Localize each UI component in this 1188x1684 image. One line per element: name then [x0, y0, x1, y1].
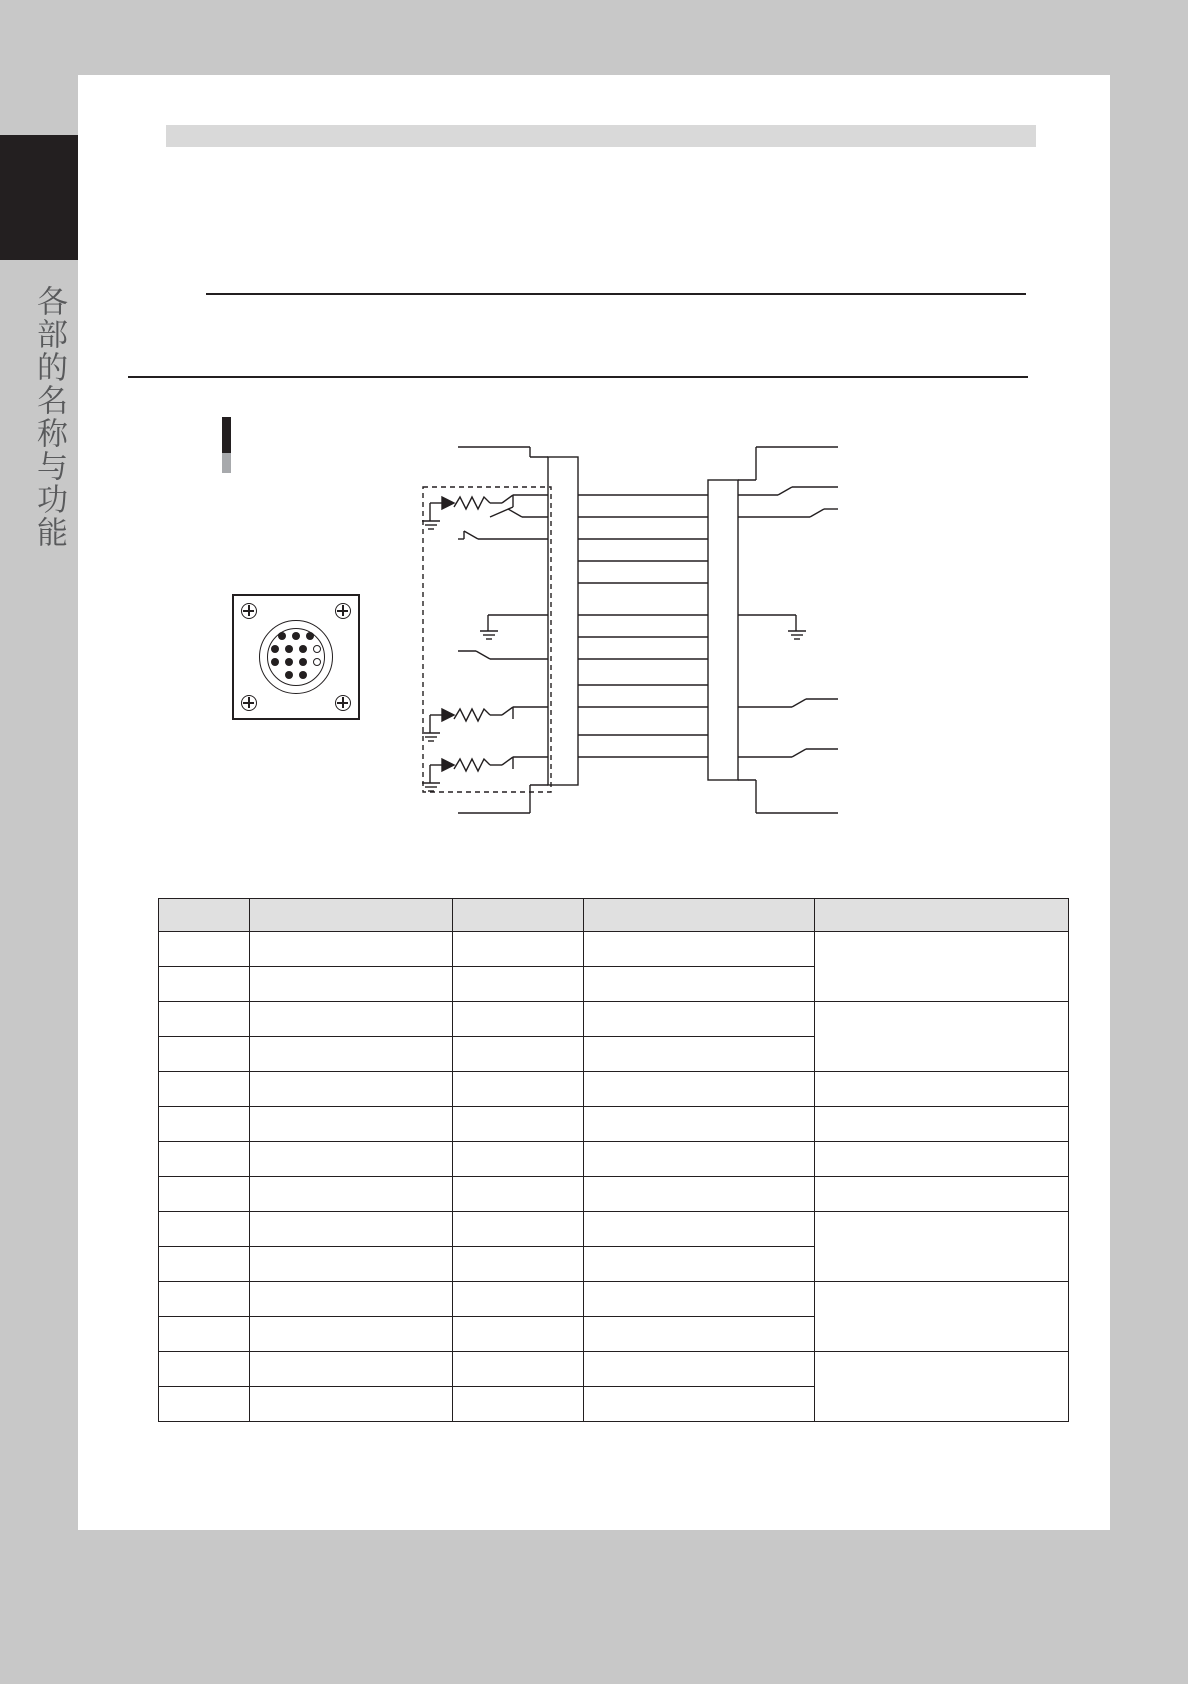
- connector-pin: [299, 671, 307, 679]
- cell-no: [159, 1352, 250, 1387]
- table-header-row: [159, 899, 1069, 932]
- cell-no: [159, 1142, 250, 1177]
- cell-name: [250, 932, 453, 967]
- cell-name: [250, 1247, 453, 1282]
- section-rule-bottom: [128, 376, 1028, 378]
- cell-no: [159, 1247, 250, 1282]
- cell-no: [159, 1282, 250, 1317]
- cell-remark: [815, 1177, 1069, 1212]
- screw-icon: [241, 695, 257, 711]
- cell-no: [159, 967, 250, 1002]
- cell-function: [584, 1107, 815, 1142]
- cell-name: [250, 1072, 453, 1107]
- cell-name: [250, 1352, 453, 1387]
- cell-function: [584, 1072, 815, 1107]
- column-header-symbol: [453, 899, 584, 932]
- table-row: [159, 1282, 1069, 1317]
- table-row: [159, 1142, 1069, 1177]
- cell-symbol: [453, 932, 584, 967]
- cell-name: [250, 1387, 453, 1422]
- connector-pin: [271, 645, 279, 653]
- cell-no: [159, 1212, 250, 1247]
- cell-no: [159, 1177, 250, 1212]
- cell-symbol: [453, 1282, 584, 1317]
- cell-function: [584, 1282, 815, 1317]
- cell-symbol: [453, 1107, 584, 1142]
- cell-remark: [815, 1352, 1069, 1422]
- interface-circuit-schematic: [418, 445, 888, 845]
- cell-symbol: [453, 1247, 584, 1282]
- cell-symbol: [453, 1387, 584, 1422]
- cell-symbol: [453, 1037, 584, 1072]
- connector-pin: [292, 632, 300, 640]
- connector-pin: [299, 645, 307, 653]
- pin-assignment-table: [158, 898, 1069, 1422]
- table-row: [159, 1212, 1069, 1247]
- connector-pin: [306, 632, 314, 640]
- cell-symbol: [453, 1212, 584, 1247]
- connector-pin: [313, 645, 321, 653]
- cell-no: [159, 932, 250, 967]
- connector-illustration: [232, 594, 360, 720]
- screw-icon: [335, 603, 351, 619]
- section-marker: [222, 417, 231, 473]
- screw-icon: [241, 603, 257, 619]
- section-marker-dark: [222, 417, 231, 453]
- connector-pin: [285, 671, 293, 679]
- cell-function: [584, 967, 815, 1002]
- cell-function: [584, 1142, 815, 1177]
- chapter-side-title: 各部的名称与功能: [31, 285, 67, 549]
- cell-function: [584, 932, 815, 967]
- cell-function: [584, 1177, 815, 1212]
- cell-symbol: [453, 1072, 584, 1107]
- cell-no: [159, 1072, 250, 1107]
- cell-name: [250, 1142, 453, 1177]
- cell-function: [584, 1387, 815, 1422]
- connector-pin: [299, 658, 307, 666]
- section-marker-light: [222, 453, 231, 473]
- table-row: [159, 1352, 1069, 1387]
- column-header-function: [584, 899, 815, 932]
- table-row: [159, 1107, 1069, 1142]
- connector-pin: [285, 645, 293, 653]
- section-rule-top: [206, 293, 1026, 295]
- cell-name: [250, 1177, 453, 1212]
- cell-remark: [815, 1002, 1069, 1072]
- column-header-no: [159, 899, 250, 932]
- cell-function: [584, 1352, 815, 1387]
- cell-no: [159, 1317, 250, 1352]
- cell-function: [584, 1247, 815, 1282]
- cell-no: [159, 1037, 250, 1072]
- connector-pin: [313, 658, 321, 666]
- connector-pin: [278, 632, 286, 640]
- cell-name: [250, 1212, 453, 1247]
- table-row: [159, 1072, 1069, 1107]
- cell-name: [250, 1107, 453, 1142]
- connector-pin: [285, 658, 293, 666]
- cell-name: [250, 1282, 453, 1317]
- cell-function: [584, 1317, 815, 1352]
- screw-icon: [335, 695, 351, 711]
- cell-remark: [815, 1212, 1069, 1282]
- header-bar: [166, 125, 1036, 147]
- cell-name: [250, 967, 453, 1002]
- cell-symbol: [453, 1002, 584, 1037]
- cell-remark: [815, 932, 1069, 1002]
- cell-symbol: [453, 1177, 584, 1212]
- column-header-remark: [815, 899, 1069, 932]
- cell-function: [584, 1212, 815, 1247]
- table-row: [159, 1177, 1069, 1212]
- column-header-name: [250, 899, 453, 932]
- cell-name: [250, 1002, 453, 1037]
- connector-pin: [271, 658, 279, 666]
- cell-name: [250, 1317, 453, 1352]
- cell-remark: [815, 1072, 1069, 1107]
- page-sheet: [78, 75, 1110, 1530]
- cell-no: [159, 1107, 250, 1142]
- cell-symbol: [453, 967, 584, 1002]
- cell-function: [584, 1002, 815, 1037]
- cell-symbol: [453, 1142, 584, 1177]
- cell-name: [250, 1037, 453, 1072]
- table-row: [159, 1002, 1069, 1037]
- chapter-tab: [0, 135, 78, 260]
- cell-symbol: [453, 1317, 584, 1352]
- cell-symbol: [453, 1352, 584, 1387]
- table-row: [159, 932, 1069, 967]
- cell-function: [584, 1037, 815, 1072]
- cell-no: [159, 1002, 250, 1037]
- cell-remark: [815, 1107, 1069, 1142]
- cell-no: [159, 1387, 250, 1422]
- cell-remark: [815, 1282, 1069, 1352]
- cell-remark: [815, 1142, 1069, 1177]
